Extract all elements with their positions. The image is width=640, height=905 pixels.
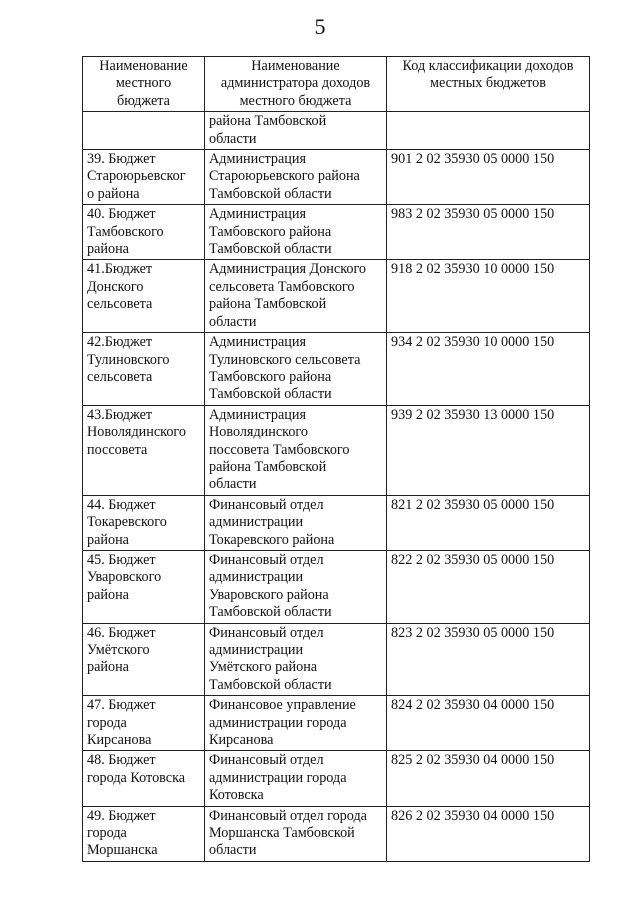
code-cell: 822 2 02 35930 05 0000 150 [387, 550, 590, 623]
code-cell: 901 2 02 35930 05 0000 150 [387, 150, 590, 205]
administrator-cell: Администрация Новолядинского поссовета Тамбовского района Тамбовской области [205, 405, 387, 495]
column-header-budget: Наименование местного бюджета [83, 57, 205, 112]
code-cell: 821 2 02 35930 05 0000 150 [387, 495, 590, 550]
administrator-cell: Финансовый отдел администрации Умётского района Тамбовской области [205, 623, 387, 696]
administrator-cell: Финансовый отдел города Моршанска Тамбовской области [205, 806, 387, 861]
code-cell: 934 2 02 35930 10 0000 150 [387, 333, 590, 406]
budget-cell: 46. Бюджет Умётского района [83, 623, 205, 696]
table-row [83, 260, 590, 333]
administrator-cell: Финансовый отдел администрации Уваровского района Тамбовской области [205, 550, 387, 623]
administrator-cell: Администрация Староюрьевского района Тамбовской области [205, 150, 387, 205]
budget-cell: 39. Бюджет Староюрьевског о района [83, 150, 205, 205]
code-cell [387, 112, 590, 150]
code-cell: 918 2 02 35930 10 0000 150 [387, 260, 590, 333]
budget-codes-table [82, 56, 590, 862]
budget-cell [83, 112, 205, 150]
table-row [83, 751, 590, 806]
table-row [83, 806, 590, 861]
column-header-code: Код классификации доходов местных бюджетов [387, 57, 590, 112]
table-row [83, 495, 590, 550]
administrator-cell: Финансовый отдел администрации Токаревского района [205, 495, 387, 550]
budget-cell: 45. Бюджет Уваровского района [83, 550, 205, 623]
code-cell: 825 2 02 35930 04 0000 150 [387, 751, 590, 806]
administrator-cell: Администрация Донского сельсовета Тамбовского района Тамбовской области [205, 260, 387, 333]
budget-cell: 41.Бюджет Донского сельсовета [83, 260, 205, 333]
table-row [83, 623, 590, 696]
budget-cell: 48. Бюджет города Котовска [83, 751, 205, 806]
code-cell: 826 2 02 35930 04 0000 150 [387, 806, 590, 861]
administrator-cell: Финансовый отдел администрации города Котовска [205, 751, 387, 806]
administrator-cell: района Тамбовской области [205, 112, 387, 150]
budget-cell: 44. Бюджет Токаревского района [83, 495, 205, 550]
table-row [83, 696, 590, 751]
table-row [83, 550, 590, 623]
budget-cell: 49. Бюджет города Моршанска [83, 806, 205, 861]
code-cell: 983 2 02 35930 05 0000 150 [387, 205, 590, 260]
table-row [83, 150, 590, 205]
budget-cell: 40. Бюджет Тамбовского района [83, 205, 205, 260]
code-cell: 824 2 02 35930 04 0000 150 [387, 696, 590, 751]
table-row [83, 205, 590, 260]
administrator-cell: Финансовое управление администрации города Кирсанова [205, 696, 387, 751]
page-number: 5 [314, 14, 326, 39]
code-cell: 823 2 02 35930 05 0000 150 [387, 623, 590, 696]
table-row [83, 333, 590, 406]
budget-cell: 43.Бюджет Новолядинского поссовета [83, 405, 205, 495]
table-row [83, 112, 590, 150]
table-row [83, 405, 590, 495]
budget-cell: 42.Бюджет Тулиновского сельсовета [83, 333, 205, 406]
column-header-administrator: Наименование администратора доходов местного бюджета [205, 57, 387, 112]
table-header-row [83, 57, 590, 112]
administrator-cell: Администрация Тулиновского сельсовета Тамбовского района Тамбовской области [205, 333, 387, 406]
budget-cell: 47. Бюджет города Кирсанова [83, 696, 205, 751]
code-cell: 939 2 02 35930 13 0000 150 [387, 405, 590, 495]
administrator-cell: Администрация Тамбовского района Тамбовской области [205, 205, 387, 260]
